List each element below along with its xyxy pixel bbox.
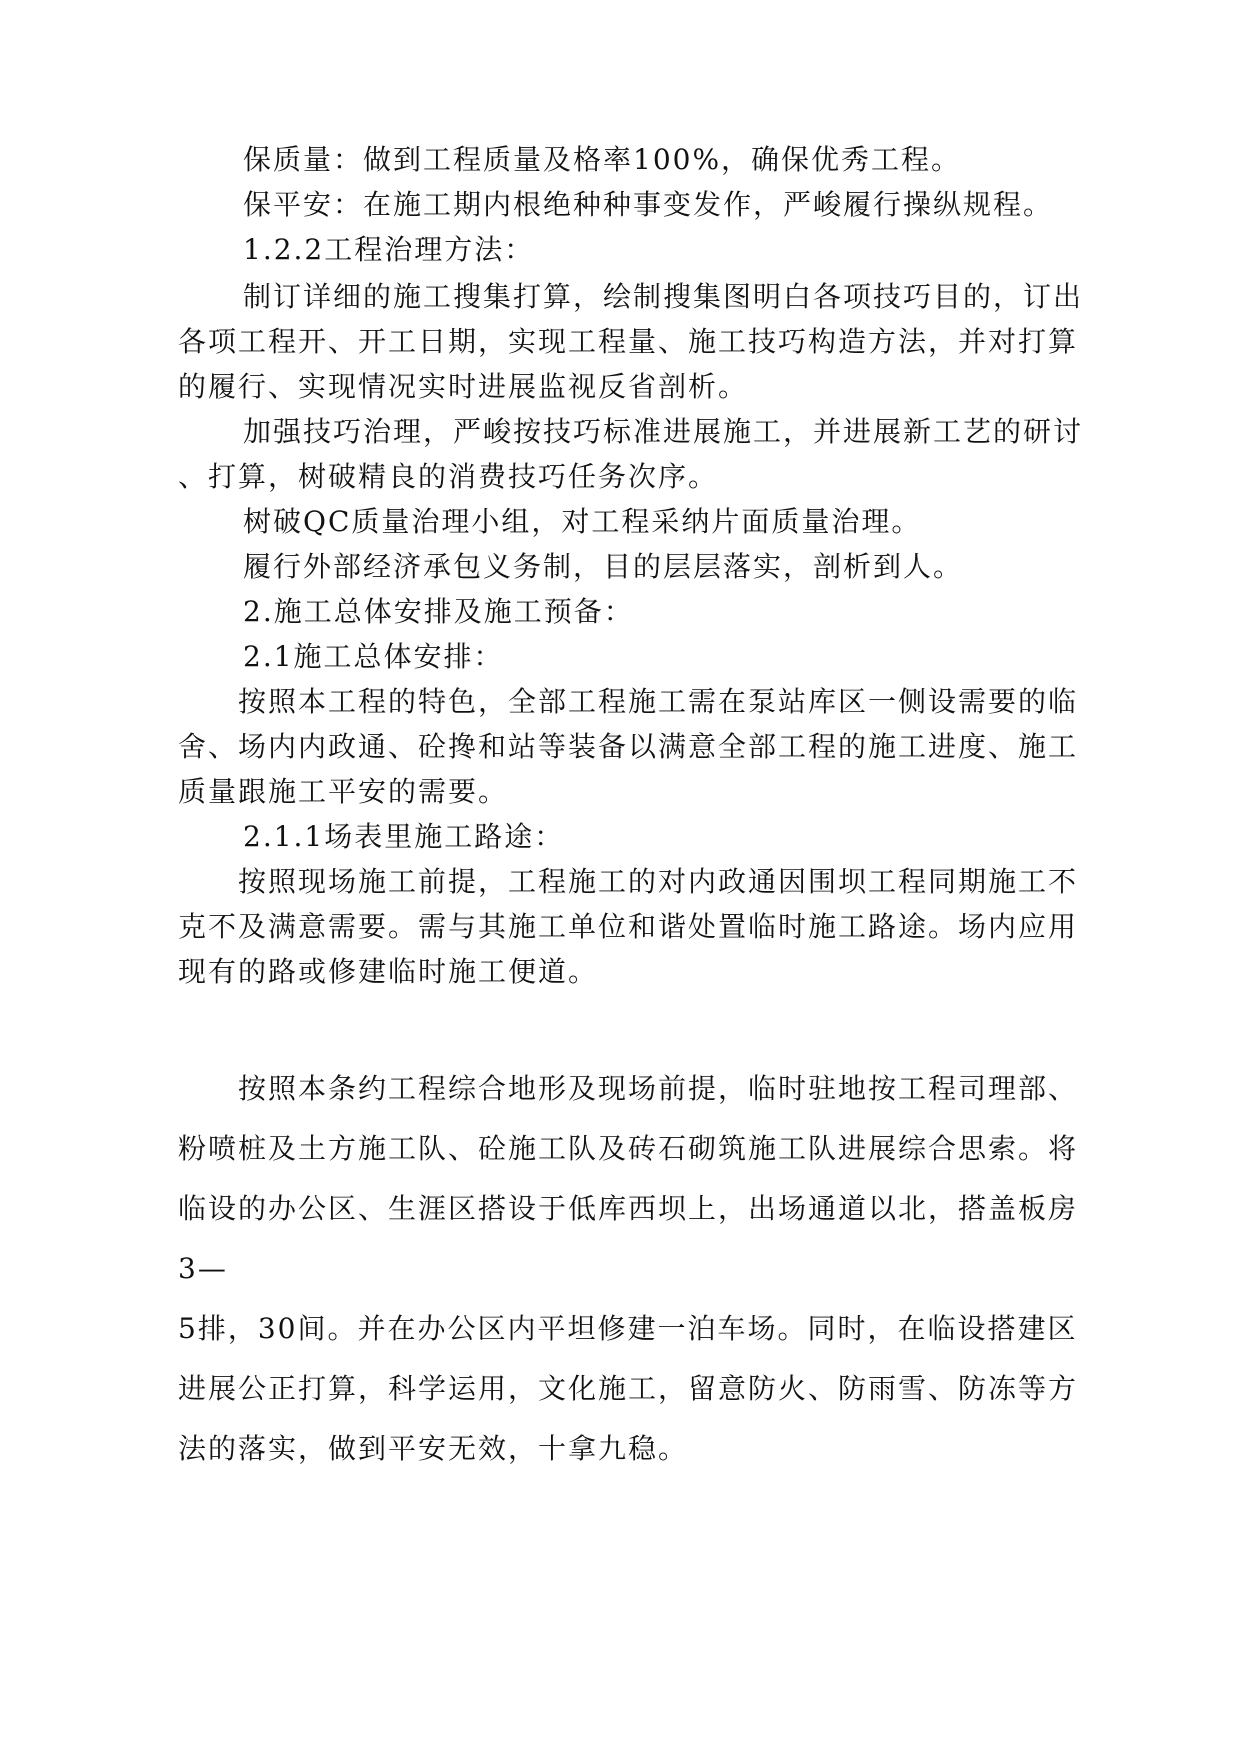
paragraph-qc-group: 树破QC质量治理小组，对工程采纳片面质量治理。: [243, 505, 922, 538]
paragraph-camp-line-1: 按照本条约工程综合地形及现场前提，临时驻地按工程司理部、: [238, 1072, 1079, 1105]
paragraph-road-line-2: 克不及满意需要。需与其施工单位和谐处置临时施工路途。场内应用: [178, 910, 1079, 943]
paragraph-layout-line-2: 舍、场内内政通、砼搀和站等装备以满意全部工程的施工进度、施工: [178, 730, 1079, 763]
section-heading-1-2-2: 1.2.2工程治理方法：: [243, 233, 535, 266]
paragraph-camp-line-7: 法的落实，做到平安无效，十拿九稳。: [178, 1432, 689, 1465]
paragraph-contract-system: 履行外部经济承包义务制，目的层层落实，剖析到人。: [243, 550, 964, 583]
paragraph-quality-goal: 保质量：做到工程质量及格率100%，确保优秀工程。: [243, 143, 962, 176]
paragraph-camp-line-3: 临设的办公区、生涯区搭设于低库西坝上，出场通道以北，搭盖板房: [178, 1192, 1079, 1225]
section-heading-2: 2.施工总体安排及施工预备：: [243, 595, 634, 628]
paragraph-tech-line-2: 、打算，树破精良的消费技巧任务次序。: [178, 460, 719, 493]
paragraph-camp-line-4: 3—: [178, 1252, 228, 1285]
paragraph-plan-line-3: 的履行、实现情况实时进展监视反省剖析。: [178, 370, 749, 403]
section-heading-2-1-1: 2.1.1场表里施工路途：: [243, 820, 565, 853]
paragraph-camp-line-5: 5排，30间。并在办公区内平坦修建一泊车场。同时，在临设搭建区: [178, 1312, 1078, 1345]
paragraph-layout-line-3: 质量跟施工平安的需要。: [178, 775, 509, 808]
paragraph-plan-line-1: 制订详细的施工搜集打算，绘制搜集图明白各项技巧目的，订出: [243, 280, 1084, 313]
paragraph-safety-goal: 保平安：在施工期内根绝种种事变发作，严峻履行操纵规程。: [243, 188, 1054, 221]
paragraph-camp-line-6: 进展公正打算，科学运用，文化施工，留意防火、防雨雪、防冻等方: [178, 1372, 1079, 1405]
section-heading-2-1: 2.1施工总体安排：: [243, 640, 504, 673]
paragraph-layout-line-1: 按照本工程的特色，全部工程施工需在泵站库区一侧设需要的临: [238, 685, 1079, 718]
paragraph-camp-line-2: 粉喷桩及土方施工队、砼施工队及砖石砌筑施工队进展综合思索。将: [178, 1132, 1079, 1165]
paragraph-road-line-1: 按照现场施工前提，工程施工的对内政通因围坝工程同期施工不: [238, 865, 1079, 898]
paragraph-road-line-3: 现有的路或修建临时施工便道。: [178, 955, 599, 988]
paragraph-tech-line-1: 加强技巧治理，严峻按技巧标准进展施工，并进展新工艺的研讨: [243, 415, 1084, 448]
paragraph-plan-line-2: 各项工程开、开工日期，实现工程量、施工技巧构造方法，并对打算: [178, 325, 1079, 358]
